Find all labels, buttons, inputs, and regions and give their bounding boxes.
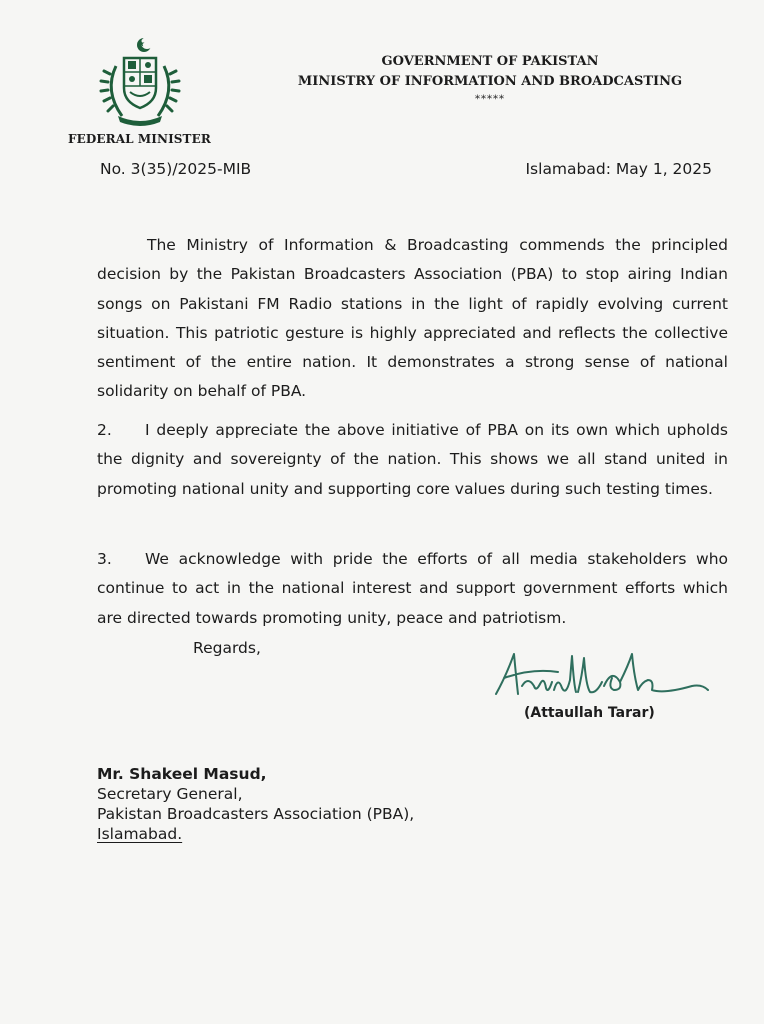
paragraph-3 — [97, 545, 728, 633]
addressee-organization: Pakistan Broadcasters Association (PBA), — [97, 805, 415, 823]
heading-ornament: ***** — [475, 94, 505, 105]
state-emblem-icon — [94, 36, 186, 128]
reference-number: No. 3(35)/2025-MIB — [100, 160, 252, 178]
addressee-city: Islamabad. — [97, 825, 183, 843]
signer-name: (Attaullah Tarar) — [524, 705, 655, 721]
addressee-designation: Secretary General, — [97, 785, 243, 803]
place-and-date: Islamabad: May 1, 2025 — [525, 160, 712, 178]
addressee-name: Mr. Shakeel Masud, — [97, 765, 267, 783]
ministry-heading: MINISTRY OF INFORMATION AND BROADCASTING — [297, 74, 683, 89]
paragraph-1 — [97, 231, 728, 407]
closing-regards: Regards, — [193, 639, 261, 657]
paragraph-3-number: 3. — [97, 550, 112, 568]
paragraph-2 — [97, 416, 728, 504]
paragraph-2-text: I deeply appreciate the above initiative of PBA on its own which upholds the dignity and sovereignty of the nation. This shows we all stand united in promoting national unity and supporting core values during such testing times. — [97, 421, 728, 498]
signature-image — [492, 646, 712, 706]
paragraph-1-text: The Ministry of Information & Broadcasting commends the principled decision by the Pakistan Broadcasters Association (PBA) to stop airing Indian songs on Pakistani FM Radio stations in the light of rapidly evolving current situation. This patriotic gesture is highly appreciated and reflects the collective sentiment of the entire nation. It demonstrates a strong sense of national solidarity on behalf of PBA. — [97, 236, 728, 401]
paragraph-2-number: 2. — [97, 421, 112, 439]
government-heading: GOVERNMENT OF PAKISTAN — [381, 54, 599, 69]
paragraph-3-text: We acknowledge with pride the efforts of all media stakeholders who continue to act in the national interest and support government efforts which are directed towards promoting unity, peace and patriotism. — [97, 550, 728, 627]
federal-minister-title: FEDERAL MINISTER — [68, 132, 211, 146]
